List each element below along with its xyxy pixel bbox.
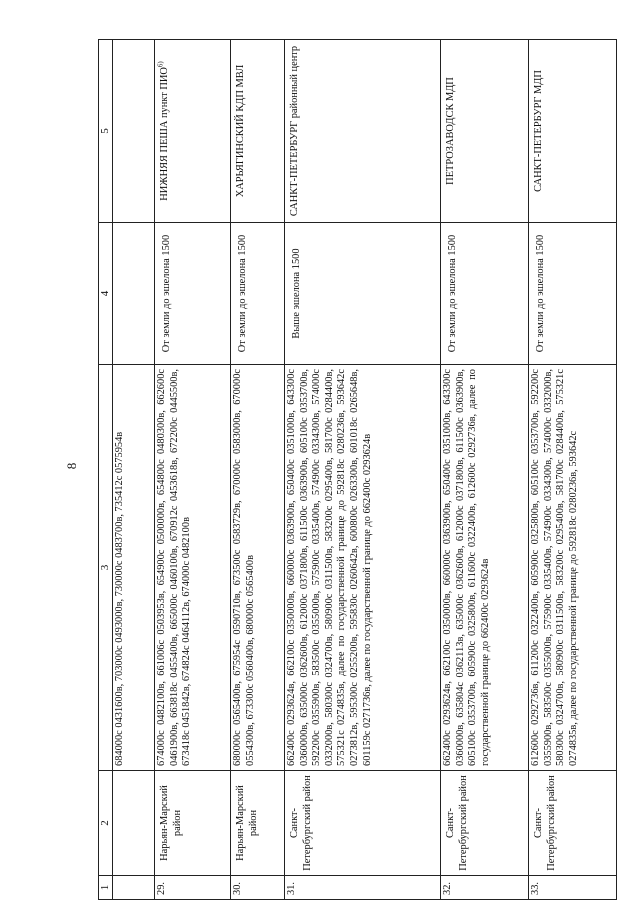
row-number: 33. (529, 876, 617, 900)
altitude-cell: От земли до эшелона 1500 (231, 223, 285, 365)
coords-cell: 684000с 0431600в, 703000с 0493000в, 730000с 0483700в, 735412с 0575954в (113, 365, 155, 771)
header-col-4: 4 (99, 223, 113, 365)
table-row (155, 40, 231, 900)
row-number: 30. (231, 876, 285, 900)
table-row (529, 40, 617, 900)
header-col-3: 3 (99, 365, 113, 771)
table-row (441, 40, 529, 900)
cell-empty (113, 876, 155, 900)
control-center-cell (155, 40, 231, 223)
district-cell: Санкт-Петербургский район (285, 771, 441, 876)
table-row (285, 40, 441, 900)
altitude-cell: От земли до эшелона 1500 (441, 223, 529, 365)
altitude-cell: От земли до эшелона 1500 (529, 223, 617, 365)
cell-empty (113, 223, 155, 365)
control-center-cell (529, 40, 617, 223)
table-row (231, 40, 285, 900)
header-row (99, 40, 113, 900)
control-center-name: САНКТ-ПЕТЕРБУРГ МДП (533, 70, 544, 192)
control-center-name: ПЕТРОЗАВОДСК МДП (445, 77, 456, 185)
control-center-cell (441, 40, 529, 223)
coords-cell: 662400с 0293624в, 662100с 0350000в, 660000с 0363900в, 650400с 0351000в, 643300с 0360000в, 635000с 0362600в, 612000с 0371800в, 611500с 0363900в, 605100с 0353700в, 592200с 0355900в, 583500с 0355000в, 575900с 0335400в, 574900с 0334300в, 574000с 0332000в, 580300с 0324700в, 580900с 0311500в, 583200с 0295400в, 581700с 0284400в, 575321с 0274835в, далее по государственной границе до 592818с 0280236в, 593642с 0273812в, 595300с 0255200в, 595830с 0260642в, 600800с 0263300в, 601018с 0265648в, 601159с 0271736в, далее по государственной границе до 662400с 0293624в (285, 365, 441, 771)
district-cell: Нарьян-Марский район (231, 771, 285, 876)
row-number: 29. (155, 876, 231, 900)
control-center-cell (285, 40, 441, 223)
footnote-marker: 6) (156, 61, 165, 68)
cell-empty (113, 40, 155, 223)
coords-cell: 680000с 0565400в, 675954с 0590710в, 673500с 0583729в, 670000с 0583000в, 670000с 0554300в, 673300с 0560400в, 680000с 0565400в (231, 365, 285, 771)
altitude-cell: От земли до эшелона 1500 (155, 223, 231, 365)
cell-empty (113, 771, 155, 876)
page-number: 8 (64, 462, 79, 470)
continuation-row (113, 40, 155, 900)
control-center-name: САНКТ-ПЕТЕРБУРГ районный центр (289, 45, 300, 217)
control-center-name: НИЖНЯЯ ПЕША пункт ПИО (159, 67, 170, 201)
airspace-table (98, 39, 617, 900)
row-number: 32. (441, 876, 529, 900)
coords-cell: 674000с 0482100в, 661006с 0503953в, 654900с 0500000в, 654800с 0480300в, 662600с 0461900в, 663818с 0455400в, 665000с 0460100в, 670912с 0453618в, 672200с 0445500в, 673418с 0451842в, 674824с 0464112в, 674000с 0482100в (155, 365, 231, 771)
district-cell: Санкт-Петербургский район (529, 771, 617, 876)
coords-cell: 662400с 0293624в, 662100с 0350000в, 660000с 0363900в, 650400с 0351000в, 643300с 0360000в, 635804с 0362113в, 635000с 0362600в, 612000с 0371800в, 611500с 0363900в, 605100с 0353700в, 605900с 0325800в, 611600с 0322400в, 612600с 0292736в, далее по государственной границе до 662400с 0293624в (441, 365, 529, 771)
district-cell: Санкт-Петербургский район (441, 771, 529, 876)
control-center-name: ХАРЬЯГИНСКИЙ КДП МВЛ (235, 64, 246, 198)
district-cell: Нарьян-Марский район (155, 771, 231, 876)
header-col-1: 1 (99, 876, 113, 900)
coords-cell: 612600с 0292736в, 611200с 0322400в, 605900с 0325800в, 605100с 0353700в, 592200с 0355900в, 583500с 0355000в, 575900с 0335400в, 574900с 0334300в, 574000с 0332000в, 580300с 0324700в, 580900с 0311500в, 583200с 0295400в, 581700с 0284400в, 575321с 0274835в, далее по государственной границе до 592818с 0280236в, 593642с (529, 365, 617, 771)
rotated-page-content (98, 0, 640, 900)
row-number: 31. (285, 876, 441, 900)
header-col-2: 2 (99, 771, 113, 876)
control-center-cell (231, 40, 285, 223)
altitude-cell: Выше эшелона 1500 (285, 223, 441, 365)
header-col-5: 5 (99, 40, 113, 223)
